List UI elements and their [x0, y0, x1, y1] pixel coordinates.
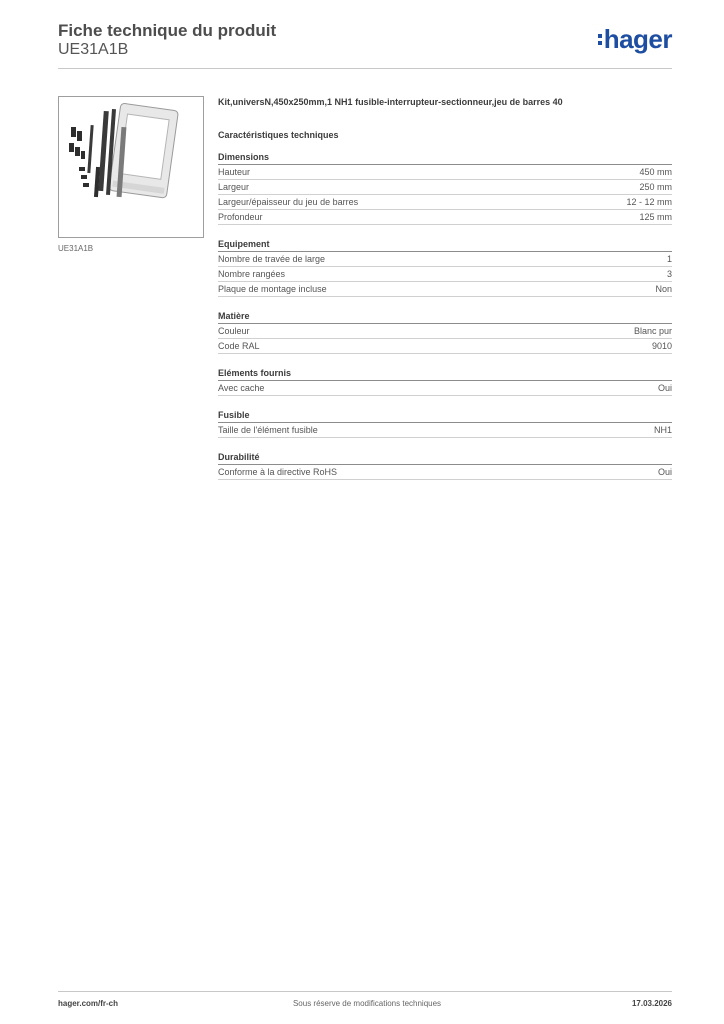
spec-value: 250 mm — [639, 182, 672, 192]
section-title: Equipement — [218, 239, 672, 252]
spec-label: Nombre de travée de large — [218, 254, 326, 264]
hager-logo — [598, 24, 672, 55]
section-durabilite — [218, 452, 672, 480]
section-fusible — [218, 410, 672, 438]
footer-date: 17.03.2026 — [631, 999, 672, 1008]
spec-row — [218, 210, 672, 225]
spec-value: 9010 — [651, 341, 672, 351]
spec-content — [218, 96, 672, 480]
section-title: Fusible — [218, 410, 672, 423]
spec-label: Conforme à la directive RoHS — [218, 467, 338, 477]
spec-label: Taille de l'élément fusible — [218, 425, 318, 435]
spec-value: 3 — [666, 269, 672, 279]
logo-text: hager — [603, 24, 672, 54]
product-description: Kit,universN,450x250mm,1 NH1 fusible-interrupteur-sectionneur,jeu de barres 40 — [218, 97, 563, 107]
spec-row — [218, 423, 672, 438]
spec-value: 1 — [666, 254, 672, 264]
spec-row — [218, 252, 672, 267]
section-title: Matière — [218, 311, 672, 324]
section-elements-fournis — [218, 368, 672, 396]
section-title: Durabilité — [218, 452, 672, 465]
spec-value: Blanc pur — [633, 326, 672, 336]
header-divider — [58, 68, 672, 69]
section-title: Dimensions — [218, 152, 672, 165]
spec-value: 12 - 12 mm — [626, 197, 672, 207]
section-dimensions — [218, 152, 672, 225]
spec-label: Profondeur — [218, 212, 263, 222]
spec-label: Couleur — [218, 326, 250, 336]
spec-label: Plaque de montage incluse — [218, 284, 327, 294]
logo-dots-icon — [598, 34, 602, 45]
document-title: Fiche technique du produit — [58, 21, 277, 40]
spec-label: Largeur/épaisseur du jeu de barres — [218, 197, 359, 207]
spec-value: Oui — [657, 383, 672, 393]
spec-row — [218, 195, 672, 210]
spec-label: Code RAL — [218, 341, 260, 351]
section-matiere — [218, 311, 672, 354]
spec-row — [218, 267, 672, 282]
spec-row — [218, 180, 672, 195]
spec-row — [218, 282, 672, 297]
spec-row — [218, 339, 672, 354]
footer-notice: Sous réserve de modifications techniques — [292, 999, 442, 1008]
spec-label: Hauteur — [218, 167, 251, 177]
footer-website-link[interactable]: hager.com/fr-ch — [58, 999, 119, 1008]
product-kit-illustration — [59, 97, 203, 237]
footer-divider — [58, 991, 672, 992]
section-equipement — [218, 239, 672, 297]
spec-label: Avec cache — [218, 383, 265, 393]
spec-label: Nombre rangées — [218, 269, 286, 279]
section-title: Eléments fournis — [218, 368, 672, 381]
product-reference: UE31A1B — [58, 41, 129, 58]
spec-value: Non — [655, 284, 672, 294]
spec-label: Largeur — [218, 182, 250, 192]
image-caption: UE31A1B — [58, 244, 94, 253]
product-image — [58, 96, 204, 238]
specs-heading: Caractéristiques techniques — [218, 130, 339, 140]
spec-row — [218, 381, 672, 396]
spec-value: NH1 — [653, 425, 672, 435]
spec-value: Oui — [657, 467, 672, 477]
spec-value: 125 mm — [639, 212, 672, 222]
spec-row — [218, 165, 672, 180]
spec-row — [218, 324, 672, 339]
page-header — [58, 20, 672, 70]
spec-value: 450 mm — [639, 167, 672, 177]
spec-row — [218, 465, 672, 480]
